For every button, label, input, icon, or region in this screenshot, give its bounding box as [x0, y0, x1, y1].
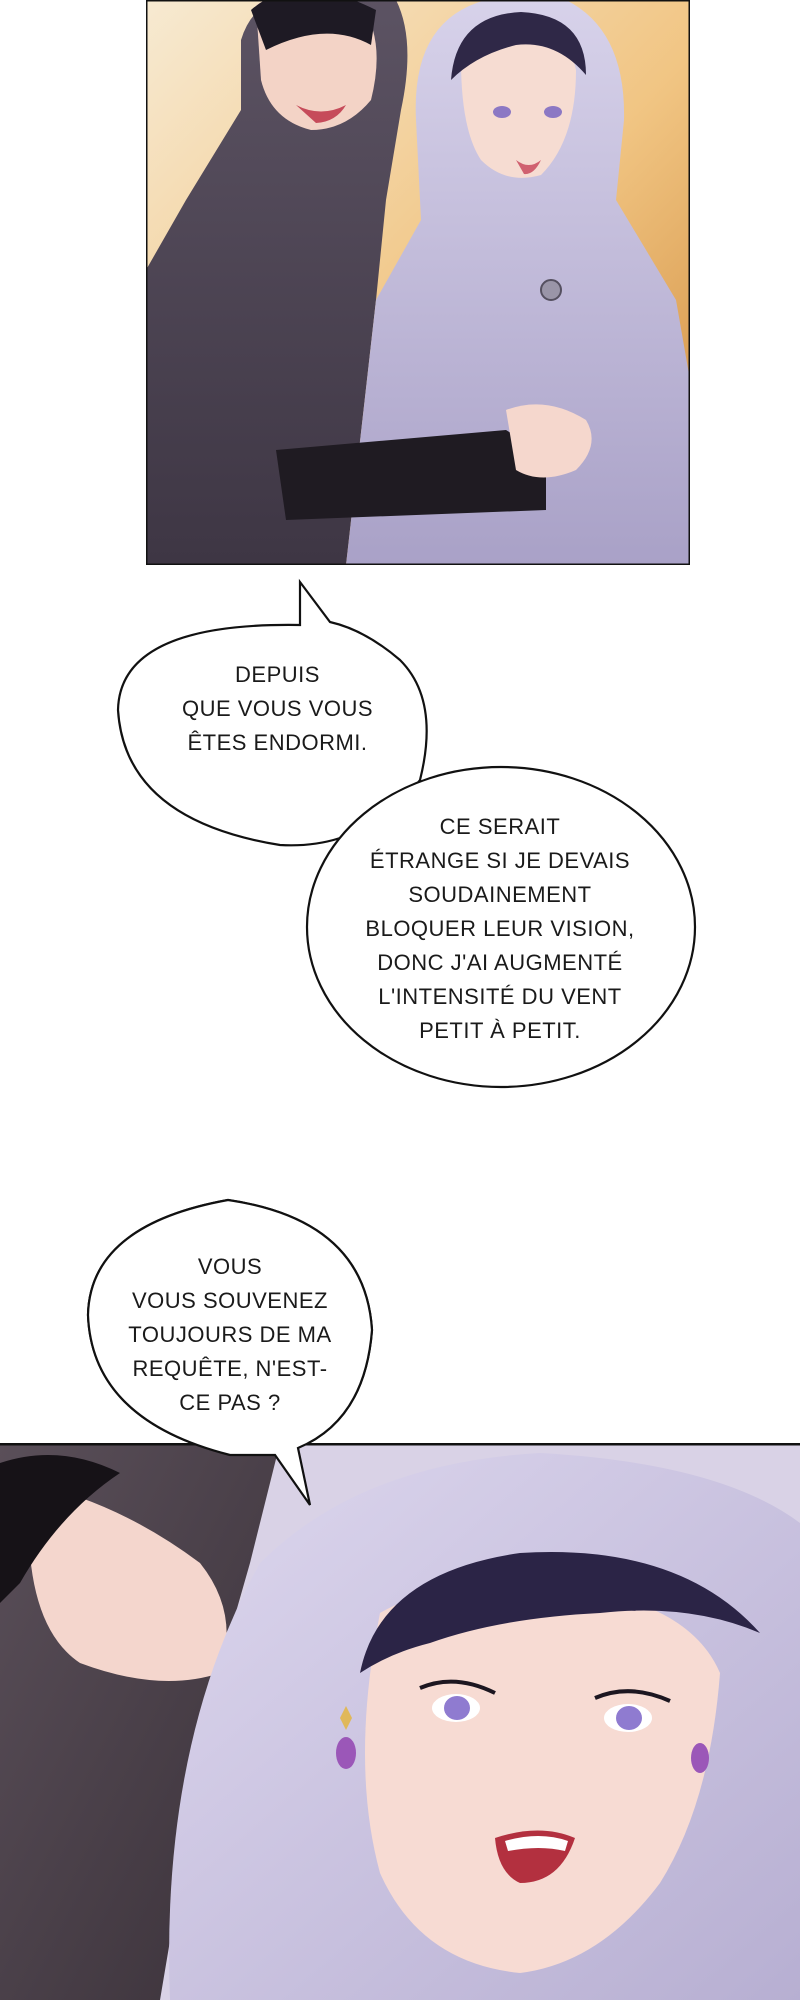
bubble-2-line: PETIT À PETIT.: [419, 1018, 581, 1043]
bubble-2-line: CE SERAIT: [439, 814, 561, 839]
bubble-1-line: ÊTES ENDORMI.: [187, 730, 368, 755]
speech-bubble-3: [95, 1250, 365, 1420]
bubble-1-line: QUE VOUS VOUS: [181, 696, 374, 721]
speech-bubble-2: [340, 810, 660, 1048]
speech-bubble-1: [150, 658, 405, 760]
bubble-3-line: VOUS: [197, 1254, 263, 1279]
bubble-2-line: DONC J'AI AUGMENTÉ: [377, 950, 623, 975]
bubble-3-line: CE PAS ?: [179, 1390, 281, 1415]
comic-panel-top: [146, 0, 690, 565]
bubble-1-line: DEPUIS: [235, 662, 320, 687]
bubble-3-line: REQUÊTE, N'EST-: [132, 1356, 328, 1381]
bubble-3-line: VOUS SOUVENEZ: [132, 1288, 328, 1313]
bubble-2-line: ÉTRANGE SI JE DEVAIS: [369, 848, 631, 873]
bubble-3-line: TOUJOURS DE MA: [128, 1322, 332, 1347]
comic-panel-bottom: [0, 1443, 800, 2000]
bubble-2-line: BLOQUER LEUR VISION,: [365, 916, 635, 941]
bubble-2-line: SOUDAINEMENT: [408, 882, 592, 907]
bubble-2-line: L'INTENSITÉ DU VENT: [378, 984, 622, 1009]
